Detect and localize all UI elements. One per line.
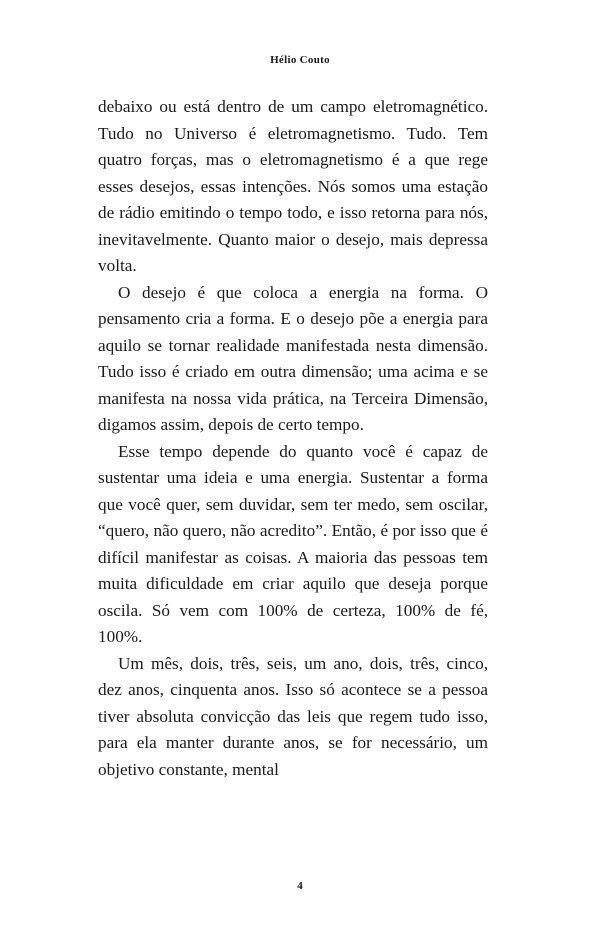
paragraph-3: Esse tempo depende do quanto você é capaz de sustentar uma ideia e uma energia. Sustentar a forma que você quer, sem duvidar, sem ter medo, sem oscilar, “quero, não quero, não acredito”. Então, é por isso que é difícil manifestar as coisas. A maioria das pessoas tem muita dificuldade em criar aquilo que deseja porque oscila. Só vem com 100% de certeza, 100% de fé, 100%.	[98, 441, 488, 646]
paragraph-4: Um mês, dois, três, seis, um ano, dois, três, cinco, dez anos, cinquenta anos. Isso só acontece se a pessoa tiver absoluta convicção das leis que regem tudo isso, para ela manter durante anos, se for necessário, um objetivo constante, mental	[98, 653, 488, 779]
paragraph-2: O desejo é que coloca a energia na forma. O pensamento cria a forma. E o desejo põe a energia para aquilo se tornar realidade manifestada nesta dimensão. Tudo isso é criado em outra dimensão; uma acima e se manifesta na nossa vida prática, na Terceira Dimensão, digamos assim, depois de certo tempo.	[98, 282, 488, 434]
page-body	[98, 94, 488, 783]
running-header: Hélio Couto	[270, 54, 330, 66]
paragraph-1: debaixo ou está dentro de um campo eletromagnético. Tudo no Universo é eletromagnetismo. Tudo. Tem quatro forças, mas o eletromagnetismo é a que rege esses desejos, essas intenções. Nós somos uma estação de rádio emitindo o tempo todo, e isso retorna para nós, inevitavelmente. Quanto maior o desejo, mais depressa volta.	[98, 97, 488, 275]
page-number: 4	[297, 880, 303, 892]
